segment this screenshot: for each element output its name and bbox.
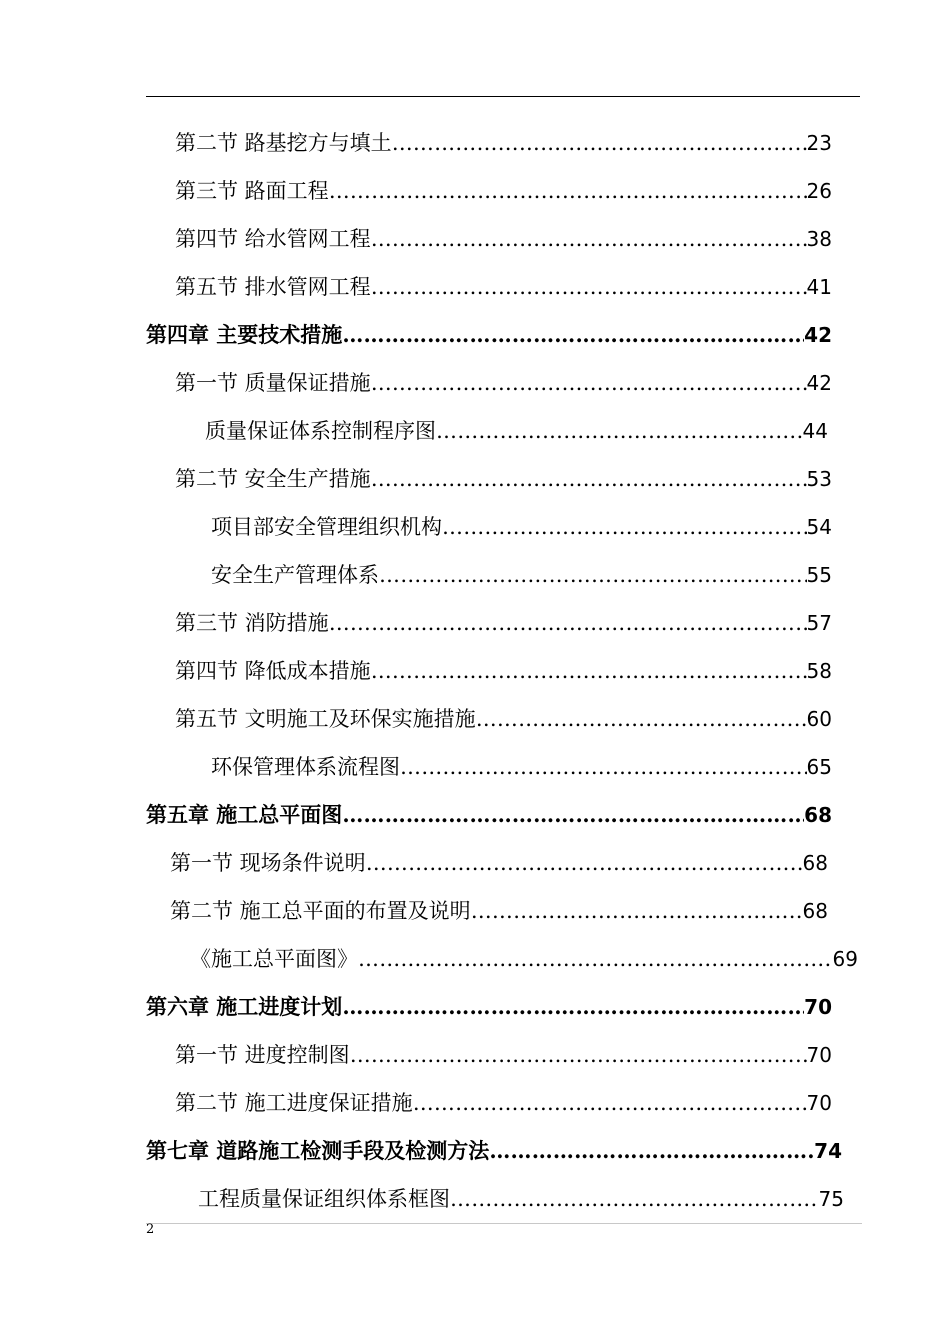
toc-entry[interactable]: [170, 847, 828, 879]
toc-entry-page: 74: [814, 1139, 842, 1163]
leader-dots: [342, 991, 804, 1023]
leader-dots: [371, 463, 807, 495]
leader-dots: [476, 703, 807, 735]
toc-entry[interactable]: [211, 511, 832, 543]
toc-entry[interactable]: [190, 943, 858, 975]
leader-dots: [379, 559, 807, 591]
leader-dots: [471, 895, 803, 927]
toc-entry-label: 第二节 安全生产措施: [175, 467, 371, 491]
toc-entry-label: 第三节 消防措施: [175, 611, 329, 635]
toc-entry[interactable]: [175, 223, 832, 255]
toc-entry[interactable]: [211, 751, 832, 783]
toc-entry-label: 《施工总平面图》: [190, 947, 358, 971]
toc-entry-label: 项目部安全管理组织机构: [211, 515, 442, 539]
toc-chapter-entry[interactable]: [146, 991, 832, 1023]
leader-dots: [342, 799, 804, 831]
toc-entry-label: 第一节 进度控制图: [175, 1043, 350, 1067]
footer-rule: [146, 1223, 862, 1224]
leader-dots: [366, 847, 803, 879]
toc-entry-page: 60: [806, 707, 832, 731]
toc-entry-label: 环保管理体系流程图: [211, 755, 400, 779]
toc-entry-page: 65: [806, 755, 832, 779]
toc-entry-page: 68: [804, 803, 832, 827]
header-rule: [146, 96, 860, 97]
toc-entry-page: 69: [832, 947, 858, 971]
leader-dots: [342, 319, 804, 351]
toc-entry-page: 38: [806, 227, 832, 251]
toc-entry-page: 53: [806, 467, 832, 491]
toc-entry[interactable]: [175, 1087, 832, 1119]
leader-dots: [442, 511, 807, 543]
toc-entry-label: 安全生产管理体系: [211, 563, 379, 587]
toc-entry-page: 23: [806, 131, 832, 155]
toc-entry-page: 55: [806, 563, 832, 587]
toc-entry-page: 68: [802, 851, 828, 875]
toc-entry-page: 44: [802, 419, 828, 443]
toc-entry[interactable]: [175, 655, 832, 687]
toc-entry-page: 54: [806, 515, 832, 539]
toc-entry-label: 第三节 路面工程: [175, 179, 329, 203]
toc-entry-page: 42: [806, 371, 832, 395]
leader-dots: [350, 1039, 807, 1071]
leader-dots: [489, 1135, 814, 1167]
toc-entry-page: 41: [806, 275, 832, 299]
toc-entry[interactable]: [198, 1183, 844, 1215]
toc-entry-page: 75: [818, 1187, 844, 1211]
toc-entry[interactable]: [175, 127, 832, 159]
toc-entry-label: 第六章 施工进度计划: [146, 994, 343, 1019]
toc-entry-page: 70: [804, 995, 832, 1019]
leader-dots: [413, 1087, 807, 1119]
toc-entry-page: 68: [802, 899, 828, 923]
toc-entry-label: 第五章 施工总平面图: [146, 802, 343, 827]
leader-dots: [371, 223, 807, 255]
toc-entry[interactable]: [211, 559, 832, 591]
leader-dots: [371, 271, 807, 303]
leader-dots: [400, 751, 807, 783]
page-number: 2: [146, 1222, 155, 1237]
leader-dots: [329, 175, 807, 207]
toc-entry-label: 第二节 路基挖方与填土: [175, 131, 392, 155]
leader-dots: [358, 943, 833, 975]
toc-entry-label: 第七章 道路施工检测手段及检测方法: [146, 1138, 490, 1163]
toc-entry-label: 第二节 施工总平面的布置及说明: [170, 899, 471, 923]
leader-dots: [450, 1183, 819, 1215]
toc-entry[interactable]: [175, 175, 832, 207]
toc-entry-label: 第五节 文明施工及环保实施措施: [175, 707, 476, 731]
toc-entry-label: 第一节 质量保证措施: [175, 371, 371, 395]
toc-entry[interactable]: [170, 895, 828, 927]
toc-entry-page: 42: [804, 323, 832, 347]
toc-entry-page: 58: [806, 659, 832, 683]
leader-dots: [436, 415, 803, 447]
toc-entry[interactable]: [175, 271, 832, 303]
toc-entry-label: 第四节 降低成本措施: [175, 659, 371, 683]
toc-entry-label: 第二节 施工进度保证措施: [175, 1091, 413, 1115]
toc-chapter-entry[interactable]: [146, 1135, 842, 1167]
toc-entry[interactable]: [175, 367, 832, 399]
toc-entry[interactable]: [175, 703, 832, 735]
toc-entry-label: 第一节 现场条件说明: [170, 851, 366, 875]
toc-chapter-entry[interactable]: [146, 319, 832, 351]
leader-dots: [329, 607, 807, 639]
toc-chapter-entry[interactable]: [146, 799, 832, 831]
toc-entry-page: 26: [806, 179, 832, 203]
toc-entry-label: 第四节 给水管网工程: [175, 227, 371, 251]
toc-entry-label: 第五节 排水管网工程: [175, 275, 371, 299]
toc-entry[interactable]: [175, 607, 832, 639]
toc-entry-label: 质量保证体系控制程序图: [205, 419, 436, 443]
toc-entry-page: 70: [806, 1091, 832, 1115]
leader-dots: [371, 367, 807, 399]
toc-entry[interactable]: [175, 1039, 832, 1071]
toc-entry[interactable]: [205, 415, 828, 447]
toc-entry-label: 工程质量保证组织体系框图: [198, 1187, 450, 1211]
leader-dots: [371, 655, 807, 687]
toc-entry-label: 第四章 主要技术措施: [146, 322, 343, 347]
toc-entry[interactable]: [175, 463, 832, 495]
toc-entry-page: 57: [806, 611, 832, 635]
leader-dots: [392, 127, 807, 159]
toc-entry-page: 70: [806, 1043, 832, 1067]
